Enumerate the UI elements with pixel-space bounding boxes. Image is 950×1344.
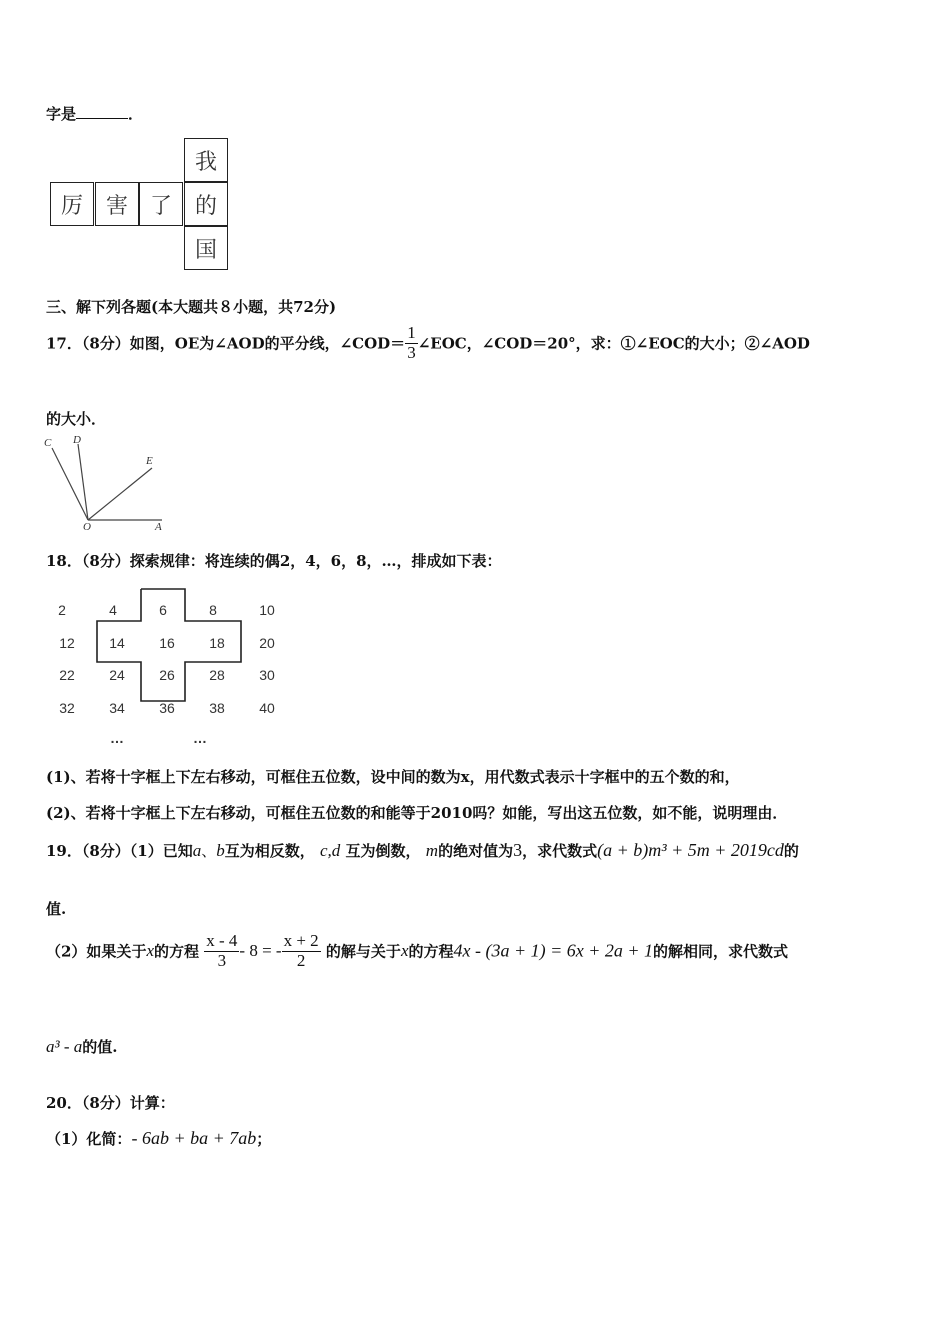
q17-fraction — [405, 324, 418, 362]
label-c: C — [44, 437, 52, 449]
net-cell-hai: 害 — [95, 182, 139, 226]
q17-frac-den: 3 — [407, 342, 416, 362]
answer-blank — [76, 106, 128, 119]
frac-num: x + 2 — [283, 931, 319, 950]
net-cell-le: 了 — [139, 182, 183, 226]
table-cell: 36 — [159, 700, 175, 716]
frac-den: 3 — [217, 950, 227, 970]
question-17 — [46, 324, 810, 362]
table-cell: 4 — [109, 602, 117, 618]
expression-1: (a + b)m³ + 5m + 2019cd — [597, 840, 784, 860]
q19-text: 的方程 — [154, 942, 200, 961]
table-cell: 16 — [159, 635, 175, 651]
q19-text: 的解与关于 — [325, 942, 401, 961]
q19-text: （2）如果关于 — [46, 942, 147, 961]
var-m: m — [425, 841, 439, 860]
cross-frame — [96, 588, 246, 704]
q17-line2: 的大小． — [46, 410, 107, 428]
q19-text: 互为相反数， — [224, 842, 315, 860]
ray-oe — [88, 468, 152, 520]
table-cell: 32 — [59, 700, 75, 716]
label-a: A — [155, 521, 162, 532]
table-cell: 38 — [209, 700, 225, 716]
q18-part1: (1)、若将十字框上下左右移动，可框住五位数，设中间的数为x，用代数式表示十字框中的五个数的和， — [46, 768, 740, 786]
table-cell: 28 — [209, 667, 225, 683]
q19-text: 的解相同，求代数式 — [653, 942, 789, 961]
var-x: x — [400, 941, 409, 961]
q19-text: 19．（8分）（1）已知 — [46, 842, 193, 860]
label-o: O — [83, 521, 91, 532]
table-cell: 20 — [259, 635, 275, 651]
expression-2: a³ - a — [46, 1037, 83, 1056]
q19-part1 — [46, 840, 799, 861]
table-cell: 26 — [159, 667, 175, 683]
table-cell: 6 — [159, 602, 167, 618]
label-e: E — [146, 455, 153, 467]
table-cell: 22 — [59, 667, 75, 683]
table-cell: 14 — [109, 635, 125, 651]
q18-stem: 18．（8分）探索规律：将连续的偶2，4，6，8，…，排成如下表： — [46, 552, 502, 570]
var-a: a — [192, 841, 202, 860]
q20-label: （1）化简： — [46, 1130, 132, 1148]
q20-tail: ； — [256, 1130, 272, 1148]
label-d: D — [73, 434, 81, 446]
equation-2: 4x - (3a + 1) = 6x + 2a + 1 — [453, 940, 654, 961]
q19-text: 互为倒数， — [345, 842, 421, 860]
net-cell-de: 的 — [184, 182, 228, 226]
value-3: 3 — [513, 840, 523, 860]
angle-figure — [40, 432, 170, 532]
table-cell: 18 — [209, 635, 225, 651]
q20-stem: 20．（8分）计算： — [46, 1094, 175, 1112]
q19-text: 的值. — [82, 1038, 118, 1056]
eq-left-fraction — [204, 932, 239, 970]
table-cell: 34 — [109, 700, 125, 716]
eq-right-fraction — [282, 932, 321, 970]
q19-text: ，求代数式 — [522, 842, 598, 860]
q19-text: 的 — [783, 842, 799, 860]
q19-part2 — [46, 932, 788, 970]
q20-part1 — [46, 1128, 271, 1149]
section-title: 三、解下列各题(本大题共８小题，共72分) — [46, 298, 337, 316]
q20-expression: - 6ab + ba + 7ab — [131, 1128, 257, 1148]
ray-oc — [52, 448, 88, 520]
eq-mid: - 8 = - — [239, 941, 282, 961]
table-cell: 10 — [259, 602, 275, 618]
cross-outline — [97, 589, 241, 701]
line-top — [46, 103, 143, 124]
table-cell: 12 — [59, 635, 75, 651]
q19-text: 的方程 — [408, 942, 454, 961]
net-cell-guo: 国 — [184, 226, 228, 270]
q19-line2: 值. — [46, 900, 67, 918]
q19-sep: 、 — [201, 844, 217, 860]
net-cell-wo: 我 — [184, 138, 228, 182]
table-ellipsis: … — [110, 730, 124, 746]
q19-part2-end — [46, 1036, 118, 1057]
line-top-tail: ． — [128, 105, 144, 123]
table-cell: 30 — [259, 667, 275, 683]
q17-frac-num: 1 — [407, 323, 416, 342]
q18-part2: (2)、若将十字框上下左右移动，可框住五位数的和能等于2010吗？如能，写出这五位数，如不能，说明理由． — [46, 804, 788, 822]
table-cell: 8 — [209, 602, 217, 618]
ray-od — [78, 444, 88, 520]
table-ellipsis: … — [193, 730, 207, 746]
var-cd: c,d — [320, 841, 341, 860]
table-cell: 2 — [58, 602, 66, 618]
frac-den: 2 — [296, 950, 306, 970]
line-top-text: 字是 — [46, 105, 77, 123]
var-b: b — [216, 841, 225, 860]
net-cell-li: 厉 — [50, 182, 94, 226]
var-x: x — [146, 941, 154, 961]
table-cell: 24 — [109, 667, 125, 683]
q19-text: 的绝对值为 — [438, 842, 514, 860]
q17-prefix: 17．（8分）如图，OE为∠AOD的平分线，∠COD＝ — [46, 334, 406, 353]
q17-suffix: ∠EOC，∠COD＝20°，求：①∠EOC的大小；②∠AOD — [417, 334, 810, 353]
frac-num: x - 4 — [206, 931, 238, 950]
table-cell: 40 — [259, 700, 275, 716]
